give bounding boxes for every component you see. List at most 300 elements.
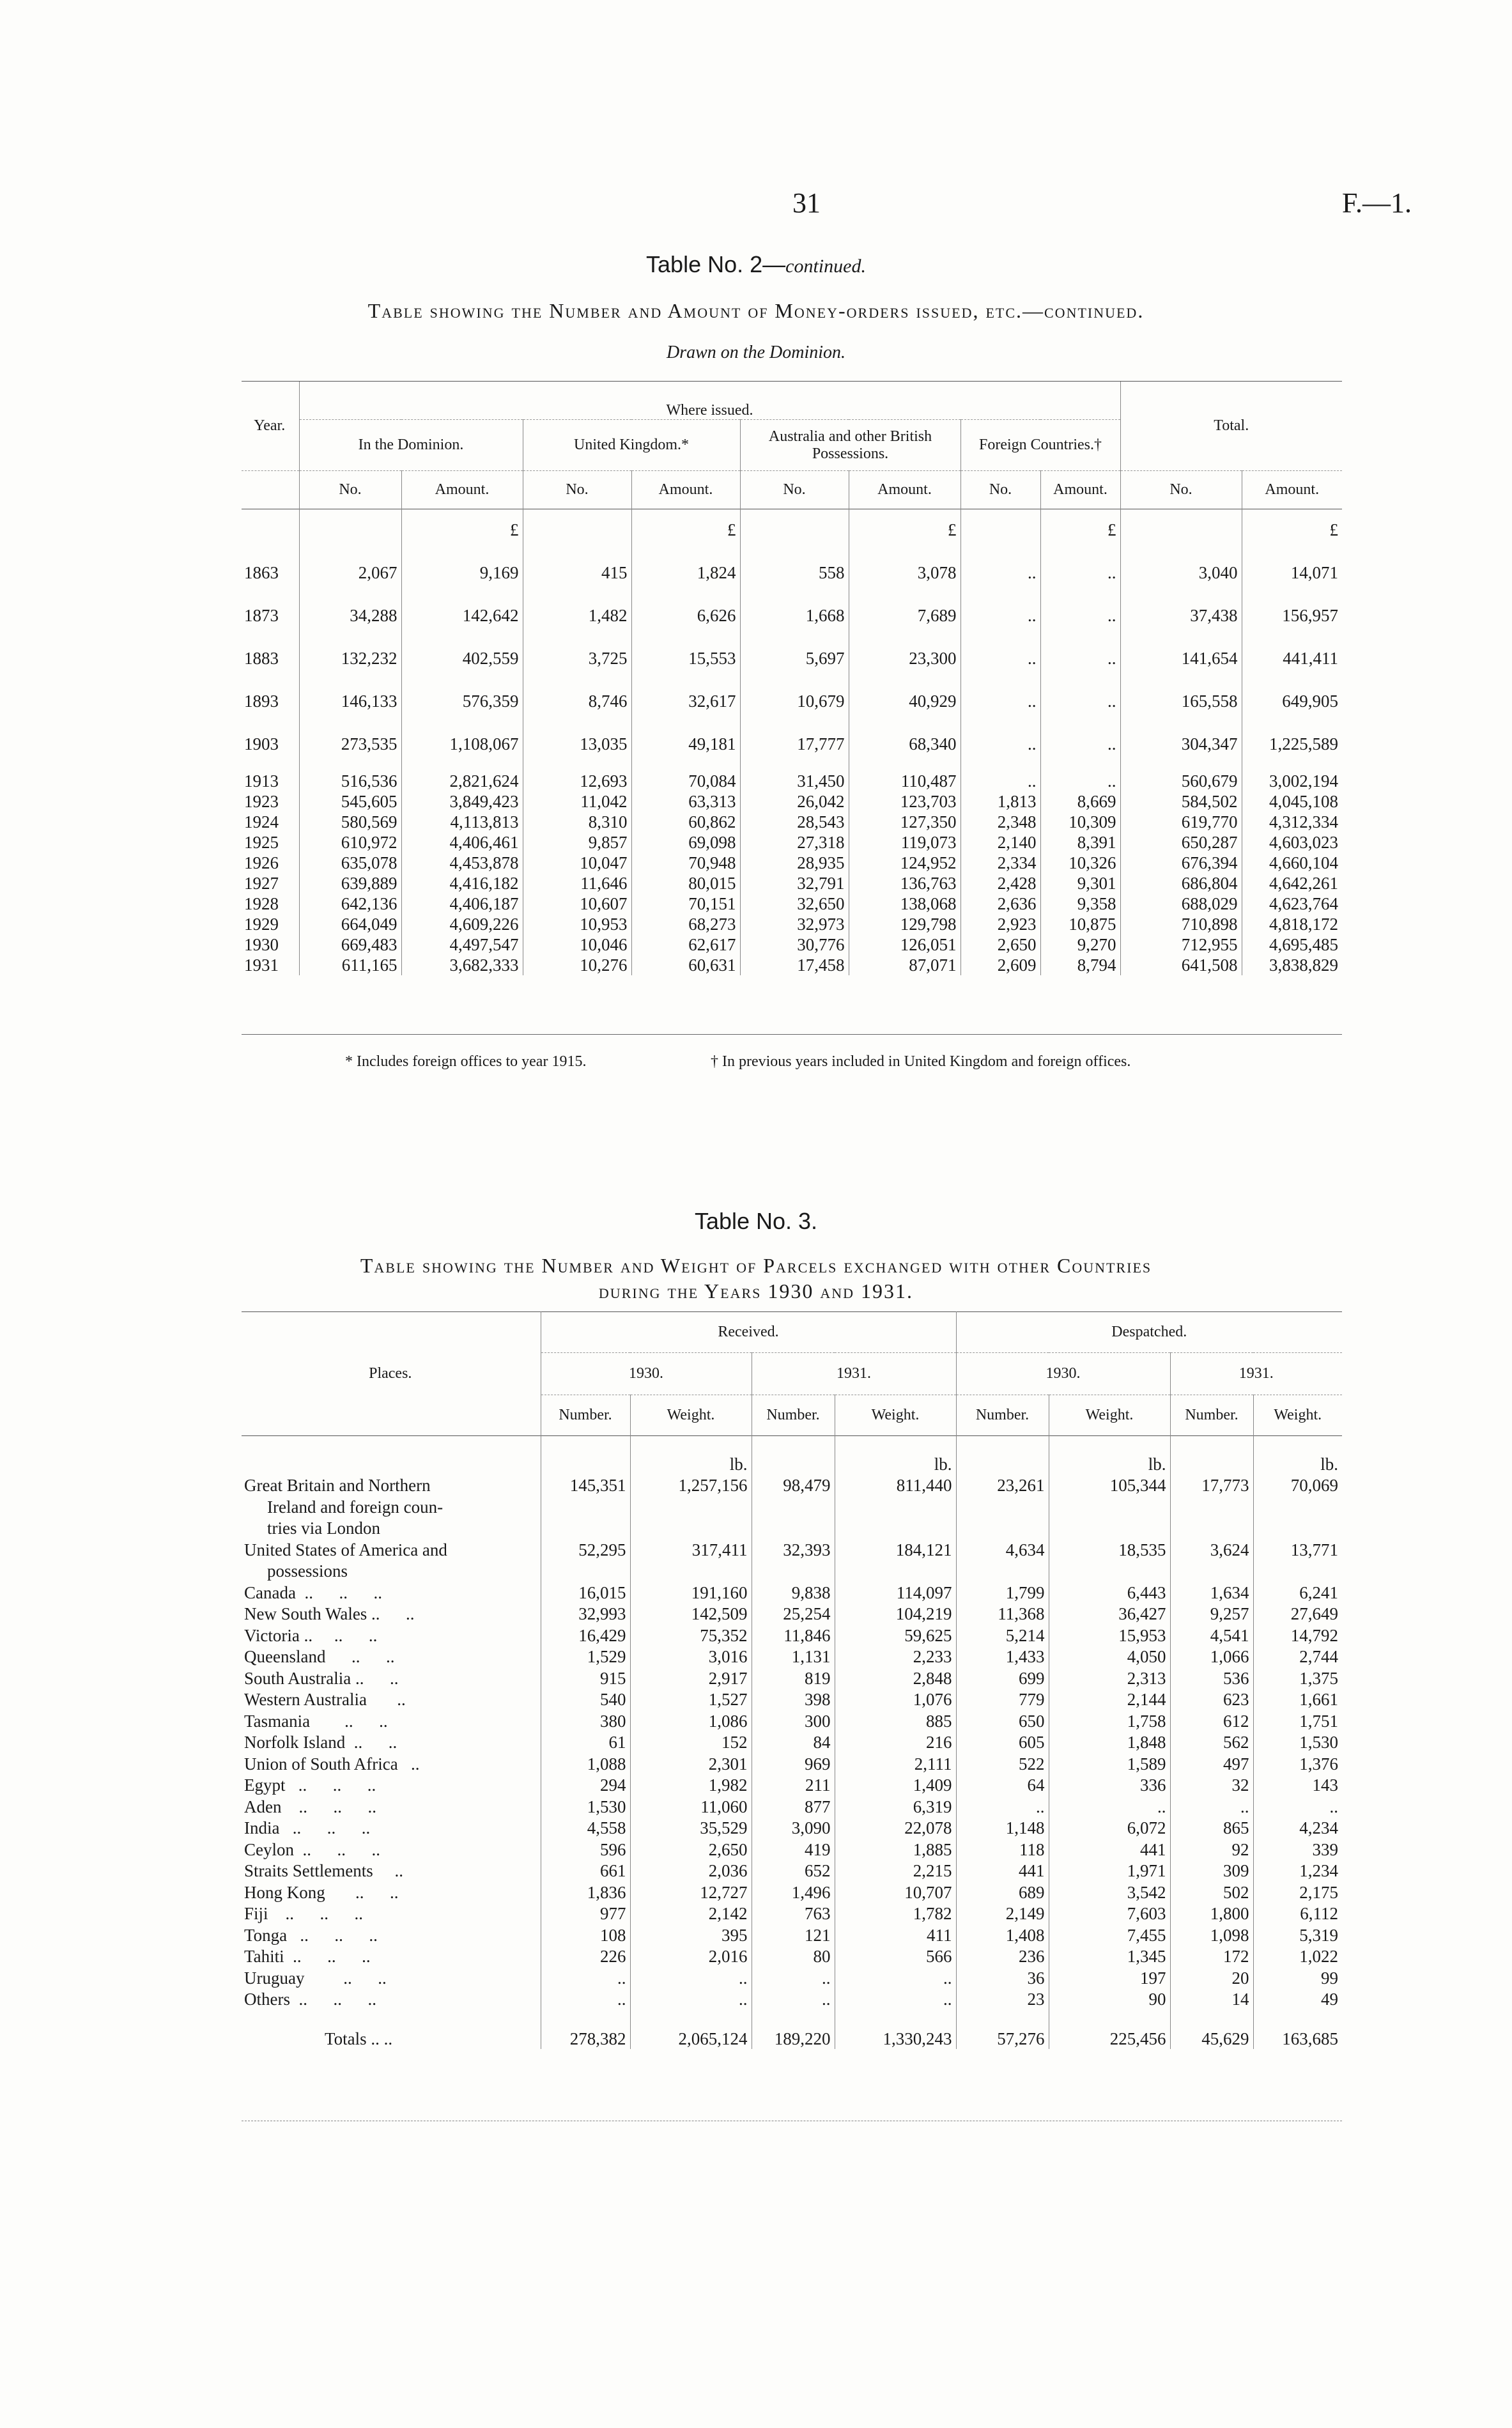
cell: 2,175	[1253, 1881, 1342, 1903]
cell: ..	[960, 711, 1040, 754]
pound-sign: £	[849, 509, 960, 540]
cell: 13,771	[1253, 1538, 1342, 1560]
cell: 3,849,423	[401, 791, 523, 812]
cell: 2,142	[630, 1903, 752, 1924]
cell: ..	[1040, 583, 1120, 626]
cell: 70,069	[1253, 1474, 1342, 1496]
cell: 143	[1253, 1774, 1342, 1796]
total-header: Total.	[1120, 382, 1342, 471]
list-item	[242, 1881, 1342, 1903]
cell: 119,073	[849, 832, 960, 853]
cell: 3,040	[1120, 540, 1242, 583]
cell: ..	[1040, 626, 1120, 669]
table-row	[242, 934, 1342, 955]
cell	[1049, 1496, 1170, 1517]
cell: 8,746	[523, 669, 631, 711]
list-item	[242, 1731, 1342, 1753]
cell: 1,234	[1253, 1860, 1342, 1882]
cell: 1,376	[1253, 1752, 1342, 1774]
cell: 28,935	[740, 853, 849, 873]
cell: 2,636	[960, 893, 1040, 914]
cell: 811,440	[835, 1474, 956, 1496]
cell: 57,276	[956, 2009, 1049, 2049]
cell: 686,804	[1120, 873, 1242, 893]
united-kingdom-header: United Kingdom.*	[523, 420, 740, 471]
cell: 3,016	[630, 1646, 752, 1667]
cell: 3,725	[523, 626, 631, 669]
cell: 52,295	[541, 1538, 630, 1560]
cell: 2,149	[956, 1903, 1049, 1924]
no-header: No.	[740, 471, 849, 509]
in-dominion-header: In the Dominion.	[299, 420, 523, 471]
received-1931-header: 1931.	[752, 1353, 956, 1395]
cell: 4,050	[1049, 1646, 1170, 1667]
cell: 4,312,334	[1242, 812, 1342, 832]
table-row	[242, 669, 1342, 711]
cell: 1,661	[1253, 1689, 1342, 1710]
cell: 11,846	[752, 1624, 835, 1646]
year-cell: 1926	[244, 853, 279, 872]
cell: 4,453,878	[401, 853, 523, 873]
weight-header: Weight.	[630, 1395, 752, 1436]
cell	[752, 1517, 835, 1539]
cell: 9,838	[752, 1581, 835, 1603]
cell: 2,917	[630, 1667, 752, 1689]
cell: 12,693	[523, 754, 631, 791]
cell: 2,650	[630, 1838, 752, 1860]
cell: 7,689	[849, 583, 960, 626]
cell: 9,358	[1040, 893, 1120, 914]
cell: 2,821,624	[401, 754, 523, 791]
cell: 27,318	[740, 832, 849, 853]
cell: 146,133	[299, 669, 401, 711]
cell: 37,438	[1120, 583, 1242, 626]
cell: ..	[1049, 1795, 1170, 1817]
cell: 14,792	[1253, 1624, 1342, 1646]
cell: 977	[541, 1903, 630, 1924]
where-issued-header: Where issued.	[299, 382, 1120, 420]
cell: 1,589	[1049, 1752, 1170, 1774]
cell: 14,071	[1242, 540, 1342, 583]
cell: 339	[1253, 1838, 1342, 1860]
list-item	[242, 1774, 1342, 1796]
cell	[835, 1496, 956, 1517]
cell: 11,646	[523, 873, 631, 893]
cell	[956, 1517, 1049, 1539]
cell: 17,773	[1170, 1474, 1253, 1496]
table-row	[242, 893, 1342, 914]
cell: 2,111	[835, 1752, 956, 1774]
cell: 32,617	[631, 669, 740, 711]
cell: 6,241	[1253, 1581, 1342, 1603]
cell: 649,905	[1242, 669, 1342, 711]
cell: 189,220	[752, 2009, 835, 2049]
cell: 1,799	[956, 1581, 1049, 1603]
cell: 2,215	[835, 1860, 956, 1882]
cell: 522	[956, 1752, 1049, 1774]
cell: 763	[752, 1903, 835, 1924]
list-item	[242, 1517, 1342, 1539]
cell	[835, 1560, 956, 1582]
cell: 309	[1170, 1860, 1253, 1882]
cell: 236	[956, 1945, 1049, 1967]
cell: 16,015	[541, 1581, 630, 1603]
cell: 6,443	[1049, 1581, 1170, 1603]
cell: 1,330,243	[835, 2009, 956, 2049]
cell: 536	[1170, 1667, 1253, 1689]
cell: 398	[752, 1689, 835, 1710]
cell: ..	[960, 669, 1040, 711]
cell: 2,140	[960, 832, 1040, 853]
table-row	[242, 853, 1342, 873]
table-row	[242, 540, 1342, 583]
amount-header: Amount.	[401, 471, 523, 509]
cell: ..	[630, 1988, 752, 2010]
place-name: Great Britain and Northern	[244, 1476, 431, 1495]
year-cell: 1893	[244, 691, 279, 711]
cell: 2,067	[299, 540, 401, 583]
cell	[1253, 1496, 1342, 1517]
cell: 2,848	[835, 1667, 956, 1689]
cell: 419	[752, 1838, 835, 1860]
cell: 1,800	[1170, 1903, 1253, 1924]
year-header: Year.	[242, 382, 299, 471]
list-item	[242, 1967, 1342, 1988]
cell: 142,642	[401, 583, 523, 626]
cell: 3,838,829	[1242, 955, 1342, 975]
year-cell: 1883	[244, 648, 279, 668]
table2-subtitle: Drawn on the Dominion.	[667, 343, 845, 362]
year-cell: 1924	[244, 812, 279, 831]
cell: 15,953	[1049, 1624, 1170, 1646]
cell: 3,090	[752, 1817, 835, 1839]
cell: ..	[752, 1967, 835, 1988]
cell: ..	[541, 1967, 630, 1988]
cell: 2,313	[1049, 1667, 1170, 1689]
cell: 4,818,172	[1242, 914, 1342, 934]
despatched-1930-header: 1930.	[956, 1353, 1170, 1395]
cell: 18,535	[1049, 1538, 1170, 1560]
cell: 49	[1253, 1988, 1342, 2010]
cell: 4,497,547	[401, 934, 523, 955]
pound-sign: £	[1242, 509, 1342, 540]
cell: 4,416,182	[401, 873, 523, 893]
cell: 3,682,333	[401, 955, 523, 975]
cell: 92	[1170, 1838, 1253, 1860]
table2-heading	[0, 251, 1512, 278]
cell: 865	[1170, 1817, 1253, 1839]
cell: 641,508	[1120, 955, 1242, 975]
cell: 11,060	[630, 1795, 752, 1817]
list-item	[242, 1817, 1342, 1839]
place-name: South Australia .. ..	[244, 1668, 399, 1688]
cell: 710,898	[1120, 914, 1242, 934]
cell: 9,169	[401, 540, 523, 583]
page-reference: F.—1.	[1342, 187, 1412, 219]
cell: 2,036	[630, 1860, 752, 1882]
cell: 395	[630, 1924, 752, 1945]
place-name: Norfolk Island .. ..	[244, 1733, 397, 1752]
list-item	[242, 1538, 1342, 1560]
cell: 40,929	[849, 669, 960, 711]
cell: 32	[1170, 1774, 1253, 1796]
place-name: possessions	[267, 1561, 348, 1581]
cell: 12,727	[630, 1881, 752, 1903]
cell: 136,763	[849, 873, 960, 893]
place-name: Tonga .. .. ..	[244, 1925, 378, 1945]
list-item	[242, 1838, 1342, 1860]
cell	[1170, 1560, 1253, 1582]
cell: 68,273	[631, 914, 740, 934]
number-header: Number.	[541, 1395, 630, 1436]
year-cell: 1873	[244, 605, 279, 625]
cell: 639,889	[299, 873, 401, 893]
cell: 163,685	[1253, 2009, 1342, 2049]
cell: 61	[541, 1731, 630, 1753]
cell: 62,617	[631, 934, 740, 955]
cell: 3,002,194	[1242, 754, 1342, 791]
list-item	[242, 1603, 1342, 1625]
cell: 197	[1049, 1967, 1170, 1988]
cell: 138,068	[849, 893, 960, 914]
table2-title: Table showing the Number and Amount of Money-orders issued, etc.—continued.	[367, 299, 1145, 322]
cell: 712,955	[1120, 934, 1242, 955]
cell: 584,502	[1120, 791, 1242, 812]
cell: 172	[1170, 1945, 1253, 1967]
cell: 1,824	[631, 540, 740, 583]
cell: 156,957	[1242, 583, 1342, 626]
year-cell: 1903	[244, 734, 279, 754]
cell: 10,953	[523, 914, 631, 934]
cell: 5,214	[956, 1624, 1049, 1646]
cell: 4,660,104	[1242, 853, 1342, 873]
cell	[752, 1496, 835, 1517]
cell: 4,406,461	[401, 832, 523, 853]
cell: ..	[752, 1988, 835, 2010]
cell: ..	[956, 1795, 1049, 1817]
place-name: Western Australia ..	[244, 1690, 406, 1709]
cell: 59,625	[835, 1624, 956, 1646]
cell: 9,301	[1040, 873, 1120, 893]
cell: 8,669	[1040, 791, 1120, 812]
totals-label: Totals .. ..	[325, 2029, 393, 2048]
cell: 60,862	[631, 812, 740, 832]
place-name: Others .. .. ..	[244, 1990, 376, 2009]
cell: 10,046	[523, 934, 631, 955]
cell: 2,348	[960, 812, 1040, 832]
cell: 4,541	[1170, 1624, 1253, 1646]
cell: 441	[1049, 1838, 1170, 1860]
cell: 664,049	[299, 914, 401, 934]
cell: 9,270	[1040, 934, 1120, 955]
cell: 1,885	[835, 1838, 956, 1860]
cell: 380	[541, 1710, 630, 1731]
cell: 915	[541, 1667, 630, 1689]
cell: 4,603,023	[1242, 832, 1342, 853]
cell: 304,347	[1120, 711, 1242, 754]
cell: ..	[541, 1988, 630, 2010]
cell: 8,391	[1040, 832, 1120, 853]
cell: 118	[956, 1838, 1049, 1860]
cell: ..	[960, 540, 1040, 583]
foreign-countries-header: Foreign Countries.†	[960, 420, 1120, 471]
cell: 2,065,124	[630, 2009, 752, 2049]
pound-sign: £	[1040, 509, 1120, 540]
cell: ..	[1040, 754, 1120, 791]
lb-unit: lb.	[835, 1436, 956, 1474]
cell: 90	[1049, 1988, 1170, 2010]
cell: 2,144	[1049, 1689, 1170, 1710]
cell: 49,181	[631, 711, 740, 754]
cell: 13,035	[523, 711, 631, 754]
cell: 132,232	[299, 626, 401, 669]
cell: 545,605	[299, 791, 401, 812]
cell: 1,758	[1049, 1710, 1170, 1731]
year-cell: 1863	[244, 562, 279, 582]
table3-title-line1: Table showing the Number and Weight of Parcels exchanged with other Countries	[360, 1254, 1152, 1277]
place-name: Tasmania .. ..	[244, 1711, 388, 1731]
cell	[630, 1517, 752, 1539]
cell: 11,368	[956, 1603, 1049, 1625]
cell: 99	[1253, 1967, 1342, 1988]
cell: 123,703	[849, 791, 960, 812]
table-row	[242, 873, 1342, 893]
cell: 6,626	[631, 583, 740, 626]
cell: 35,529	[630, 1817, 752, 1839]
cell: 300	[752, 1710, 835, 1731]
cell: 1,076	[835, 1689, 956, 1710]
cell: 273,535	[299, 711, 401, 754]
table-row	[242, 711, 1342, 754]
cell: 10,875	[1040, 914, 1120, 934]
cell: 127,350	[849, 812, 960, 832]
cell: 689	[956, 1881, 1049, 1903]
lb-unit: lb.	[1049, 1436, 1170, 1474]
cell: 98,479	[752, 1474, 835, 1496]
cell: 110,487	[849, 754, 960, 791]
place-name: Tahiti .. .. ..	[244, 1947, 371, 1966]
cell: 36,427	[1049, 1603, 1170, 1625]
no-header: No.	[960, 471, 1040, 509]
cell: 80	[752, 1945, 835, 1967]
cell: 4,695,485	[1242, 934, 1342, 955]
cell: 969	[752, 1752, 835, 1774]
no-header: No.	[523, 471, 631, 509]
cell: 10,276	[523, 955, 631, 975]
amount-header: Amount.	[1242, 471, 1342, 509]
despatched-1931-header: 1931.	[1170, 1353, 1342, 1395]
cell: 14	[1170, 1988, 1253, 2010]
cell: 885	[835, 1710, 956, 1731]
cell: 1,433	[956, 1646, 1049, 1667]
cell: 2,233	[835, 1646, 956, 1667]
cell: 31,450	[740, 754, 849, 791]
cell: ..	[1253, 1795, 1342, 1817]
cell: 1,225,589	[1242, 711, 1342, 754]
cell: 28,543	[740, 812, 849, 832]
cell	[541, 1496, 630, 1517]
cell: 612	[1170, 1710, 1253, 1731]
lb-unit: lb.	[1253, 1436, 1342, 1474]
cell: 114,097	[835, 1581, 956, 1603]
cell: 64	[956, 1774, 1049, 1796]
table-row	[242, 914, 1342, 934]
cell: 84	[752, 1731, 835, 1753]
list-item	[242, 1795, 1342, 1817]
cell: 4,642,261	[1242, 873, 1342, 893]
cell	[1253, 1560, 1342, 1582]
weight-header: Weight.	[1253, 1395, 1342, 1436]
cell: 669,483	[299, 934, 401, 955]
cell: 25,254	[752, 1603, 835, 1625]
cell: 566	[835, 1945, 956, 1967]
cell: 142,509	[630, 1603, 752, 1625]
cell: 16,429	[541, 1624, 630, 1646]
cell: 23,300	[849, 626, 960, 669]
cell: 1,408	[956, 1924, 1049, 1945]
cell: 1,530	[1253, 1731, 1342, 1753]
cell: 4,558	[541, 1817, 630, 1839]
cell: 211	[752, 1774, 835, 1796]
cell: 580,569	[299, 812, 401, 832]
cell: 1,634	[1170, 1581, 1253, 1603]
cell	[1253, 1517, 1342, 1539]
cell: 1,971	[1049, 1860, 1170, 1882]
cell: 610,972	[299, 832, 401, 853]
cell: 699	[956, 1667, 1049, 1689]
lb-unit: lb.	[630, 1436, 752, 1474]
cell: 2,650	[960, 934, 1040, 955]
cell: 441	[956, 1860, 1049, 1882]
year-cell: 1931	[244, 955, 279, 975]
table-row	[242, 955, 1342, 975]
list-item	[242, 1903, 1342, 1924]
cell: 69,098	[631, 832, 740, 853]
year-cell: 1928	[244, 893, 279, 913]
cell: 26,042	[740, 791, 849, 812]
cell: 1,668	[740, 583, 849, 626]
cell: 104,219	[835, 1603, 956, 1625]
list-item	[242, 1924, 1342, 1945]
cell: ..	[960, 754, 1040, 791]
number-header: Number.	[752, 1395, 835, 1436]
list-item	[242, 1474, 1342, 1496]
list-item	[242, 1860, 1342, 1882]
cell	[630, 1496, 752, 1517]
totals-row	[242, 2009, 1342, 2049]
list-item	[242, 1560, 1342, 1582]
year-cell: 1929	[244, 914, 279, 934]
no-header: No.	[299, 471, 401, 509]
cell: 1,131	[752, 1646, 835, 1667]
cell	[752, 1560, 835, 1582]
table3-heading: Table No. 3.	[694, 1208, 818, 1234]
cell: 336	[1049, 1774, 1170, 1796]
cell: 32,650	[740, 893, 849, 914]
cell: 4,045,108	[1242, 791, 1342, 812]
weight-header: Weight.	[1049, 1395, 1170, 1436]
amount-header: Amount.	[1040, 471, 1120, 509]
cell: 1,345	[1049, 1945, 1170, 1967]
cell: 4,234	[1253, 1817, 1342, 1839]
cell: ..	[630, 1967, 752, 1988]
list-item	[242, 1689, 1342, 1710]
cell: 30,776	[740, 934, 849, 955]
cell: 676,394	[1120, 853, 1242, 873]
cell: 1,496	[752, 1881, 835, 1903]
cell: 191,160	[630, 1581, 752, 1603]
table2-heading-continued: continued.	[785, 256, 866, 277]
